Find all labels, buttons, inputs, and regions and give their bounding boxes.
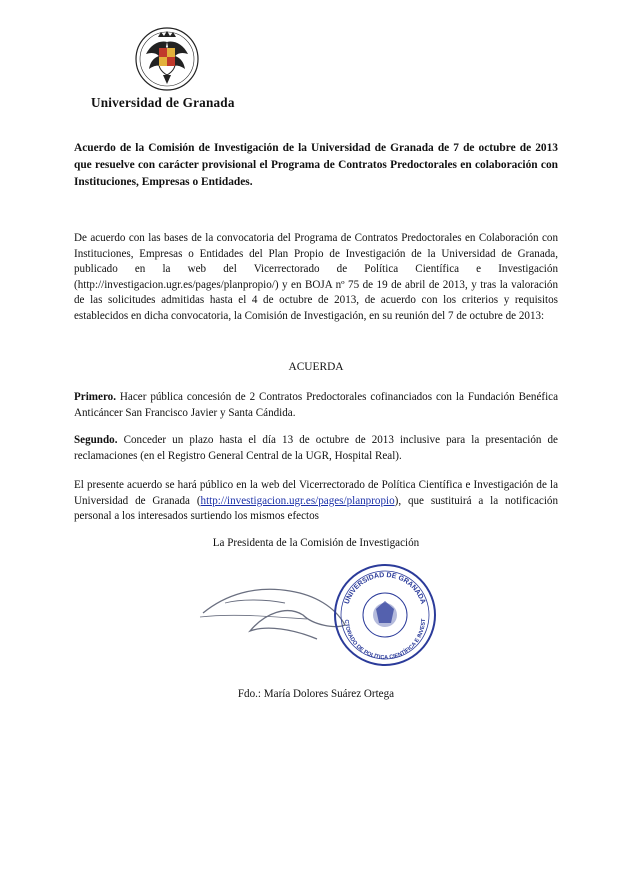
- signatory-title: La Presidenta de la Comisión de Investigación: [212, 537, 420, 549]
- svg-text:UNIVERSIDAD DE GRANADA: UNIVERSIDAD DE GRANADA: [343, 571, 427, 606]
- primero-label: Primero.: [74, 391, 116, 403]
- segundo-paragraph: [74, 433, 558, 464]
- planpropio-link[interactable]: http://investigacion.ugr.es/pages/planpropio: [200, 494, 395, 507]
- signatory-name: Fdo.: María Dolores Suárez Ortega: [237, 688, 395, 700]
- university-coat-of-arms-icon: [134, 26, 200, 92]
- segundo-text: Conceder un plazo hasta el día 13 de octubre de 2013 inclusive para la presentación de reclamaciones (en el Registro General Central de la UGR, Hospital Real).: [74, 434, 558, 462]
- svg-text:VICERRECTORADO DE POLÍTICA CIE: CTORADO DE POLÍTICA CIENTÍFICA E INVEST: [342, 618, 428, 662]
- document-title: Acuerdo de la Comisión de Investigación de la Universidad de Granada de 7 de octubre de 2013 que resuelve con carácter provisional el Programa de Contratos Predoctorales en colaboración con Instituciones, Empresas o Entidades.: [74, 142, 558, 188]
- closing-after: ), que sustituirá a la notificación personal a los interesados surtiendo los mismos efectos: [74, 494, 558, 523]
- handwritten-signature: [203, 589, 345, 639]
- official-seal: [335, 565, 435, 665]
- primero-text: Hacer pública concesión de 2 Contratos Predoctorales cofinanciados con la Fundación Benéfica Anticáncer San Francisco Javier y Santa Cándida.: [74, 391, 558, 419]
- acuerda-heading: ACUERDA: [288, 361, 344, 373]
- closing-paragraph: [74, 478, 558, 525]
- segundo-label: Segundo.: [74, 434, 118, 446]
- university-name: Universidad de Granada: [91, 95, 235, 110]
- intro-paragraph: De acuerdo con las bases de la convocatoria del Programa de Contratos Predoctorales en Colaboración con Instituciones, Empresas o Entidades del Plan Propio de Investigación de la Universidad de Granada, publicado en la web del Vicerrectorado de Política Científica e Investigación (http://investigacion.ugr.es/pages/planpropio/) y en BOJA nº 75 de 19 de abril de 2013, y tras la valoración de las solicitudes admitidas hasta el 4 de octubre de 2013, de acuerdo con los criterios y requisitos establecidos en dicha convocatoria, la Comisión de Investigación, en su reunión del 7 de octubre de 2013:: [74, 232, 558, 322]
- signature-and-seal: [195, 555, 445, 685]
- primero-paragraph: [74, 390, 558, 421]
- closing-before: El presente acuerdo se hará público en la web del Vicerrectorado de Política Científica e Investigación de la Universidad de Granada (: [74, 479, 558, 507]
